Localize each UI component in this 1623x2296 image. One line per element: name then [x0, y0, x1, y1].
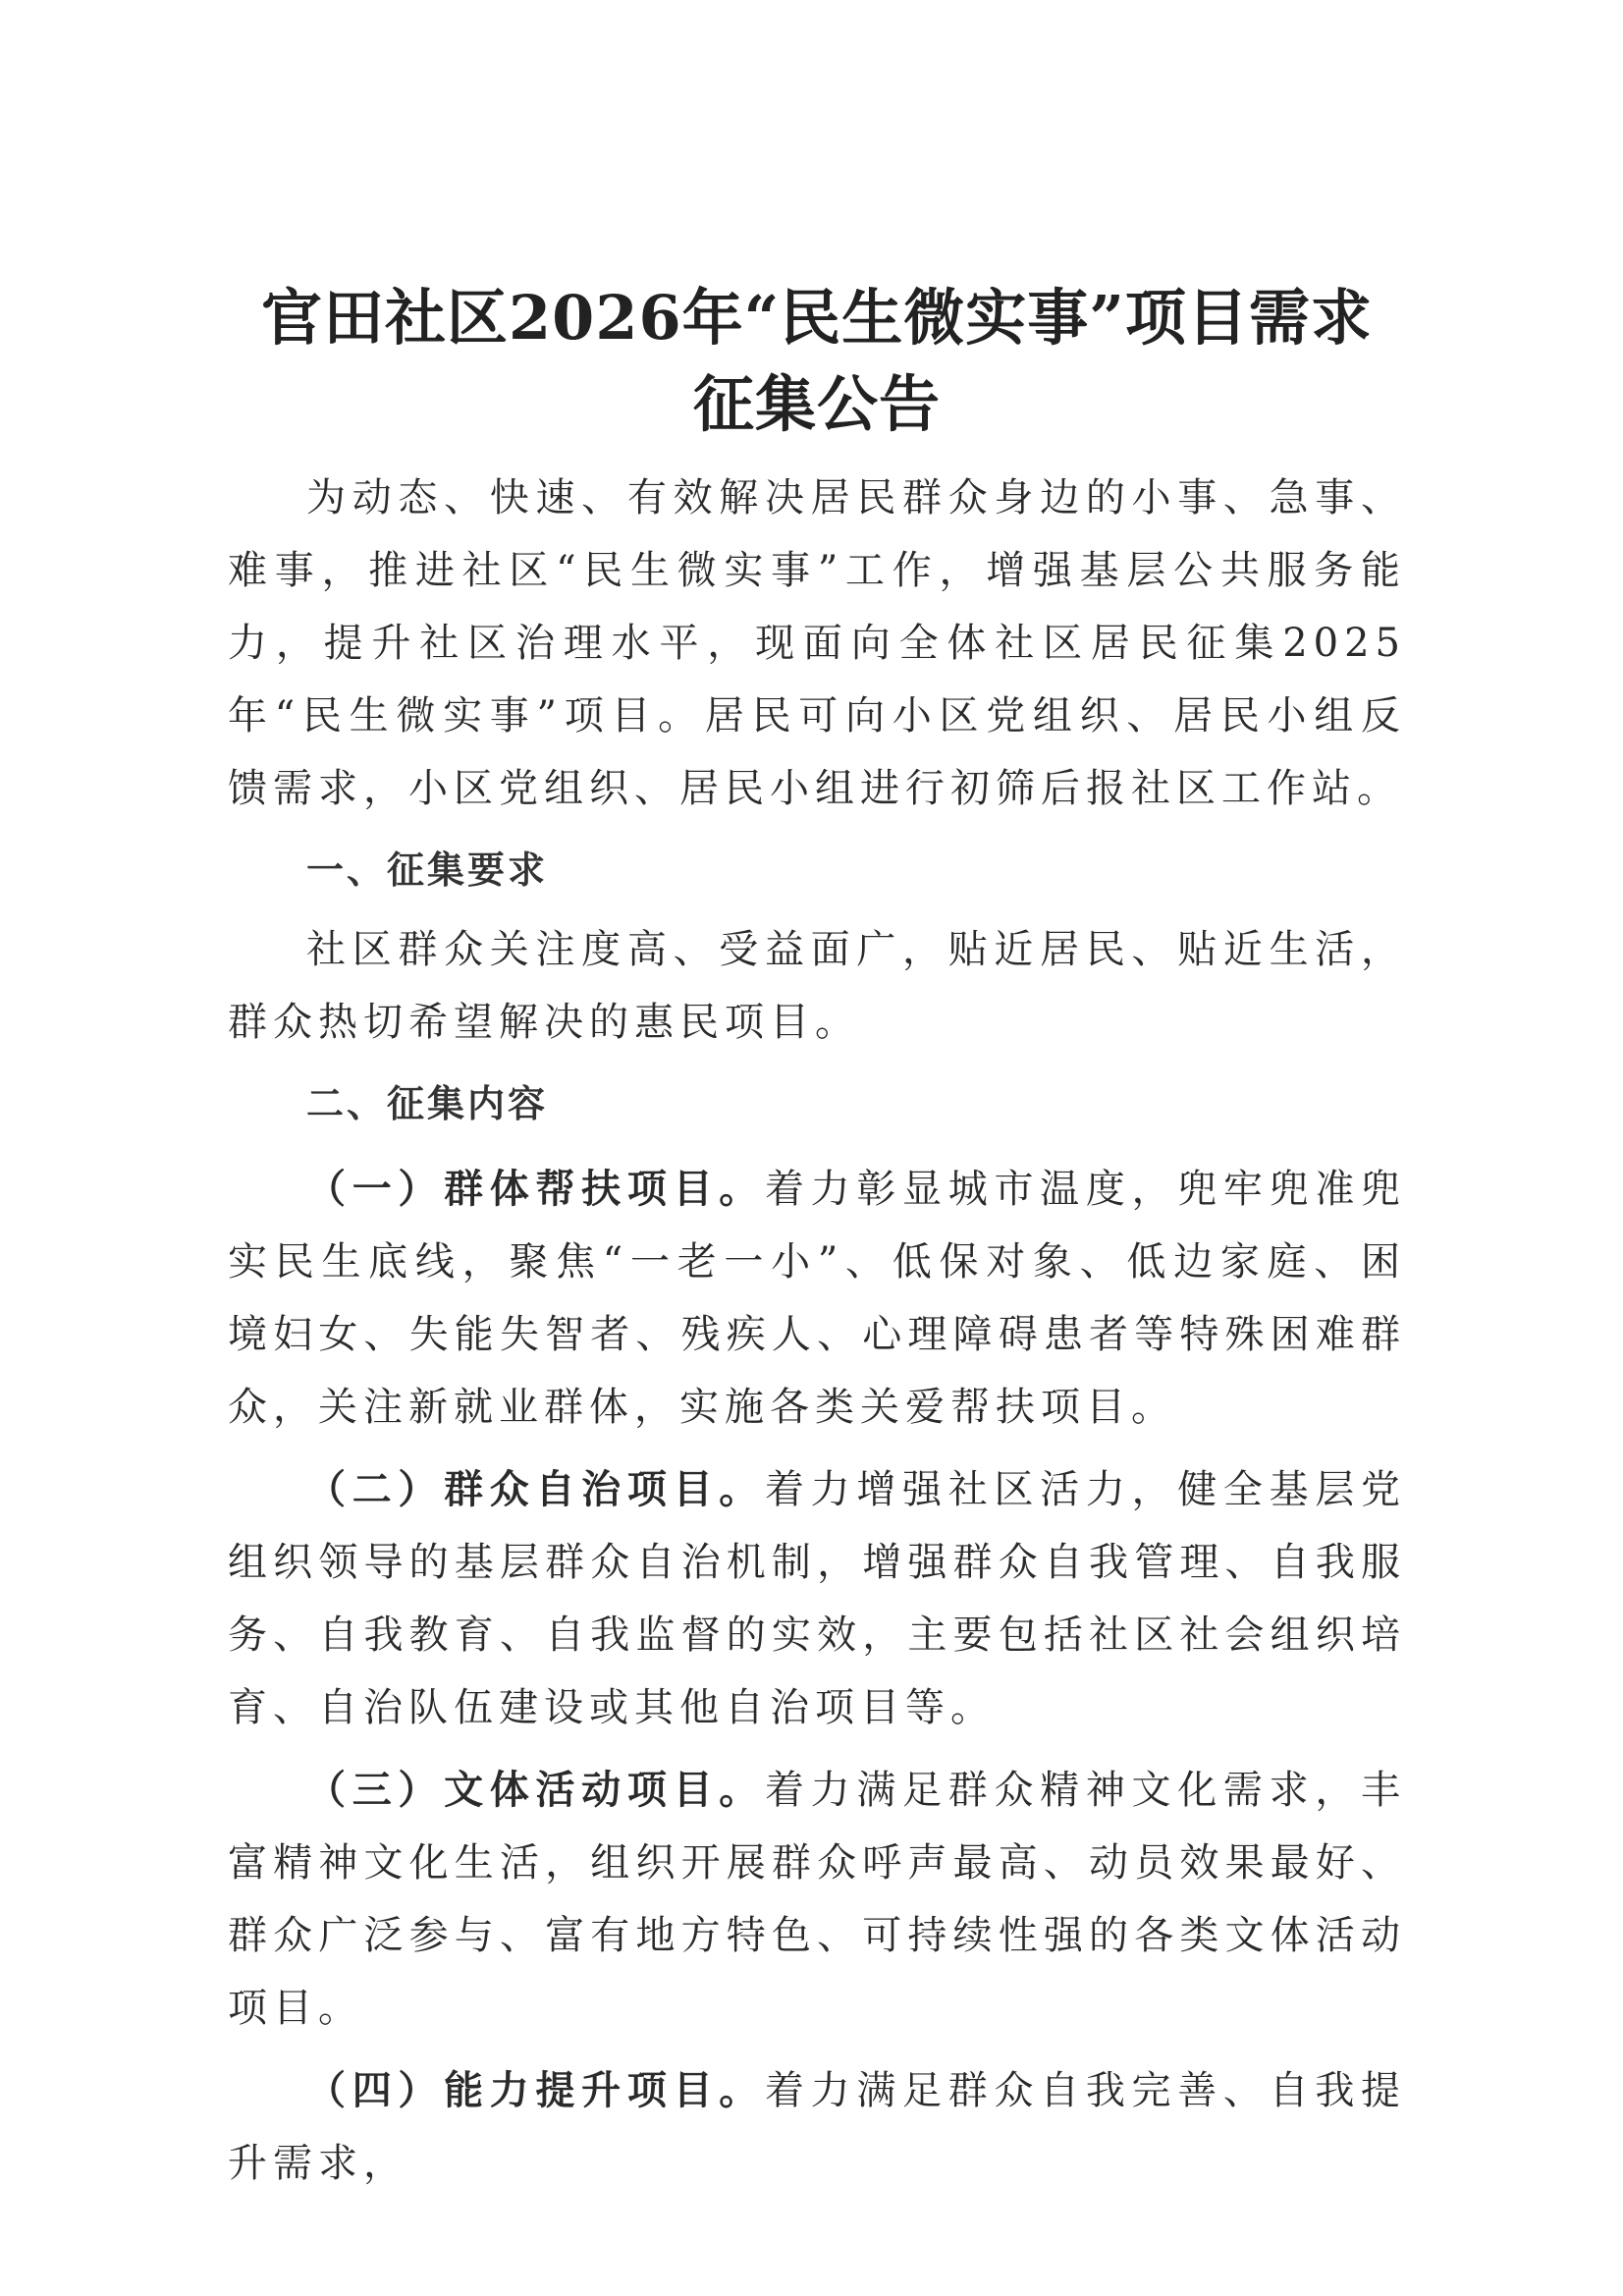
document-page	[228, 275, 1406, 2200]
item-1-body: 着力彰显城市温度，兜牢兜准兜实民生底线，聚焦“一老一小”、低保对象、低边家庭、困境妇女、失能失智者、残疾人、心理障碍患者等特殊困难群众，关注新就业群体，实施各类关爱帮扶项目。	[228, 1167, 1407, 1430]
section-2-item-4	[228, 2054, 1406, 2200]
item-1-lead: （一）群体帮扶项目。	[306, 1167, 765, 1212]
item-2-body: 着力增强社区活力，健全基层党组织领导的基层群众自治机制，增强群众自我管理、自我服务、自我教育、自我监督的实效，主要包括社区社会组织培育、自治队伍建设或其他自治项目等。	[228, 1467, 1407, 1730]
item-4-body: 着力满足群众自我完善、自我提升需求，	[228, 2068, 1407, 2186]
intro-paragraph: 为动态、快速、有效解决居民群众身边的小事、急事、难事，推进社区“民生微实事”工作，增强基层公共服务能力，提升社区治理水平，现面向全体社区居民征集2025年“民生微实事”项目。居民可向小区党组织、居民小组反馈需求，小区党组织、居民小组进行初筛后报社区工作站。	[228, 475, 1406, 811]
section-2-item-1	[228, 1153, 1406, 1444]
section-2-item-3	[228, 1754, 1406, 2045]
item-3-lead: （三）文体活动项目。	[306, 1768, 765, 1813]
section-1-body: 社区群众关注度高、受益面广，贴近居民、贴近生活，群众热切希望解决的惠民项目。	[228, 927, 1406, 1045]
item-2-lead: （二）群众自治项目。	[306, 1467, 765, 1512]
title-line-2: 征集公告	[692, 368, 941, 440]
section-1-heading: 一、征集要求	[306, 848, 549, 892]
section-2-heading: 二、征集内容	[306, 1082, 549, 1125]
item-3-body: 着力满足群众精神文化需求，丰富精神文化生活，组织开展群众呼声最高、动员效果最好、群众广泛参与、富有地方特色、可持续性强的各类文体活动项目。	[228, 1768, 1407, 2031]
section-2-item-2	[228, 1453, 1406, 1744]
title-line-1: 官田社区2026年“民生微实事”项目需求	[261, 282, 1373, 354]
document-title	[228, 275, 1406, 448]
item-4-lead: （四）能力提升项目。	[306, 2068, 765, 2113]
